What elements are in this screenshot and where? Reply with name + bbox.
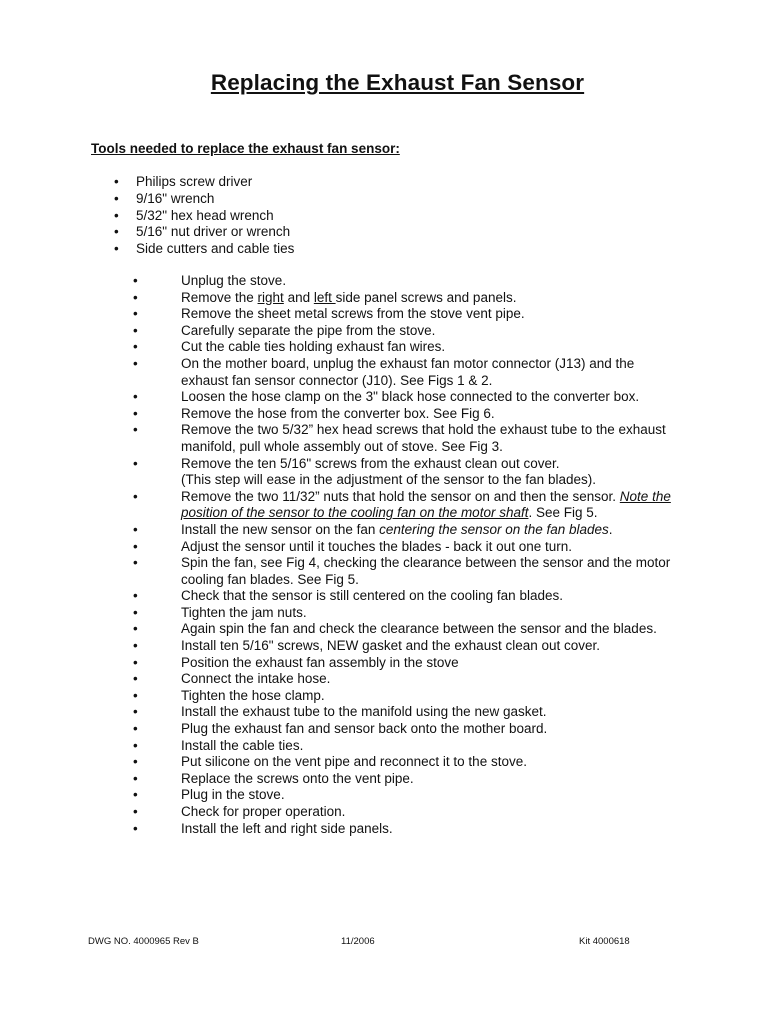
list-item xyxy=(0,671,671,688)
footer-kit-number: Kit 4000618 xyxy=(579,936,630,947)
list-item xyxy=(0,638,671,655)
step-text: Plug the exhaust fan and sensor back onto the mother board. xyxy=(181,721,548,737)
step-text: Remove the two 5/32” hex head screws that hold the exhaust tube to the exhaust xyxy=(181,422,666,438)
step-text: . See Fig 5. xyxy=(528,505,598,521)
step-text: (This step will ease in the adjustment of the sensor to the fan blades). xyxy=(181,472,596,488)
step-note: Note the xyxy=(619,488,671,504)
list-item xyxy=(0,489,671,522)
bullet-icon: • xyxy=(133,555,138,571)
bullet-icon: • xyxy=(114,241,119,257)
list-item xyxy=(0,754,671,771)
list-item xyxy=(0,323,671,340)
bullet-icon: • xyxy=(133,671,138,687)
list-item xyxy=(0,804,671,821)
step-emphasis: centering the sensor on the fan blades xyxy=(379,521,609,537)
bullet-icon: • xyxy=(133,604,138,620)
bullet-icon: • xyxy=(133,389,138,405)
list-item xyxy=(0,224,294,241)
step-text: exhaust fan sensor connector (J10). See Figs 1 & 2. xyxy=(181,372,493,388)
step-text-underlined: right xyxy=(257,289,284,305)
step-text: Install ten 5/16" screws, NEW gasket and the exhaust clean out cover. xyxy=(181,638,601,654)
step-text: Tighten the jam nuts. xyxy=(181,604,307,620)
list-item xyxy=(0,389,671,406)
list-item xyxy=(0,339,671,356)
list-item xyxy=(0,306,671,323)
bullet-icon: • xyxy=(133,455,138,471)
list-item xyxy=(0,821,671,838)
step-note: position of the sensor to the cooling fan on the motor shaft xyxy=(181,505,529,521)
step-text: . xyxy=(608,521,613,537)
bullet-icon: • xyxy=(133,521,138,537)
step-text: Loosen the hose clamp on the 3" black hose connected to the converter box. xyxy=(181,389,640,405)
tools-list xyxy=(0,174,294,258)
list-item xyxy=(0,605,671,622)
tool-text: 5/32" hex head wrench xyxy=(136,207,274,223)
bullet-icon: • xyxy=(133,588,138,604)
list-item xyxy=(0,771,671,788)
step-text: Plug in the stove. xyxy=(181,787,285,803)
step-text: Spin the fan, see Fig 4, checking the clearance between the sensor and the motor xyxy=(181,555,671,571)
step-text: Install the new sensor on the fan xyxy=(181,521,380,537)
bullet-icon: • xyxy=(114,224,119,240)
step-text: Remove the sheet metal screws from the stove vent pipe. xyxy=(181,306,525,322)
step-text: Install the cable ties. xyxy=(181,737,304,753)
step-text: Remove the hose from the converter box. See Fig 6. xyxy=(181,405,495,421)
list-item xyxy=(0,241,294,258)
list-item xyxy=(0,273,671,290)
step-text: Put silicone on the vent pipe and reconnect it to the stove. xyxy=(181,754,527,770)
bullet-icon: • xyxy=(133,273,138,288)
list-item xyxy=(0,555,671,588)
bullet-icon: • xyxy=(133,322,138,338)
list-item xyxy=(0,406,671,423)
list-item xyxy=(0,356,671,389)
step-text: Remove the xyxy=(181,289,258,305)
bullet-icon: • xyxy=(114,207,119,223)
bullet-icon: • xyxy=(133,820,138,836)
list-item xyxy=(0,174,294,191)
step-text: Position the exhaust fan assembly in the stove xyxy=(181,654,459,670)
steps-list xyxy=(0,273,671,837)
list-item xyxy=(0,588,671,605)
step-text: Remove the ten 5/16" screws from the exhaust clean out cover. xyxy=(181,455,560,471)
step-text: Connect the intake hose. xyxy=(181,671,331,687)
bullet-icon: • xyxy=(133,687,138,703)
bullet-icon: • xyxy=(133,804,138,819)
step-text: Check that the sensor is still centered on the cooling fan blades. xyxy=(181,588,563,604)
bullet-icon: • xyxy=(133,538,138,554)
tool-text: 9/16" wrench xyxy=(136,190,215,206)
step-text: side panel screws and panels. xyxy=(335,289,517,305)
step-text: Adjust the sensor until it touches the blades - back it out one turn. xyxy=(181,538,572,554)
bullet-icon: • xyxy=(133,704,138,720)
step-text: Cut the cable ties holding exhaust fan wires. xyxy=(181,339,446,355)
list-item xyxy=(0,522,671,539)
footer-drawing-number: DWG NO. 4000965 Rev B xyxy=(88,936,199,947)
list-item xyxy=(0,704,671,721)
step-text: cooling fan blades. See Fig 5. xyxy=(181,571,359,587)
bullet-icon: • xyxy=(133,654,138,670)
bullet-icon: • xyxy=(133,721,138,737)
bullet-icon: • xyxy=(133,754,138,770)
bullet-icon: • xyxy=(114,174,119,189)
list-item xyxy=(0,539,671,556)
list-item xyxy=(0,621,671,638)
step-text: Carefully separate the pipe from the stove. xyxy=(181,322,436,338)
tool-text: Side cutters and cable ties xyxy=(136,241,295,257)
tools-heading: Tools needed to replace the exhaust fan sensor: xyxy=(91,141,400,156)
list-item xyxy=(0,290,671,307)
step-text: Remove the two 11/32” nuts that hold the sensor on and then the sensor. xyxy=(181,488,620,504)
list-item xyxy=(0,738,671,755)
list-item xyxy=(0,787,671,804)
footer-date: 11/2006 xyxy=(341,936,375,947)
bullet-icon: • xyxy=(133,488,138,504)
bullet-icon: • xyxy=(133,289,138,305)
step-text: Check for proper operation. xyxy=(181,804,346,819)
tool-text: Philips screw driver xyxy=(136,174,253,189)
bullet-icon: • xyxy=(133,638,138,654)
bullet-icon: • xyxy=(133,770,138,786)
bullet-icon: • xyxy=(133,355,138,371)
step-text: Replace the screws onto the vent pipe. xyxy=(181,770,414,786)
bullet-icon: • xyxy=(133,787,138,803)
bullet-icon: • xyxy=(133,737,138,753)
step-text: manifold, pull whole assembly out of stove. See Fig 3. xyxy=(181,438,503,454)
step-text: Tighten the hose clamp. xyxy=(181,687,325,703)
bullet-icon: • xyxy=(133,405,138,421)
bullet-icon: • xyxy=(133,422,138,438)
list-item xyxy=(0,191,294,208)
step-text: Unplug the stove. xyxy=(181,273,287,288)
bullet-icon: • xyxy=(133,621,138,637)
step-text: Again spin the fan and check the clearance between the sensor and the blades. xyxy=(181,621,657,637)
step-text-underlined: left xyxy=(313,289,336,305)
bullet-icon: • xyxy=(133,339,138,355)
list-item xyxy=(0,721,671,738)
list-item xyxy=(0,655,671,672)
bullet-icon: • xyxy=(133,306,138,322)
list-item xyxy=(0,688,671,705)
step-text: and xyxy=(283,289,314,305)
step-text: Install the exhaust tube to the manifold using the new gasket. xyxy=(181,704,547,720)
list-item xyxy=(0,422,671,455)
bullet-icon: • xyxy=(114,190,119,206)
page-title: Replacing the Exhaust Fan Sensor xyxy=(210,70,585,95)
step-text: Install the left and right side panels. xyxy=(181,820,393,836)
step-text: On the mother board, unplug the exhaust fan motor connector (J13) and the xyxy=(181,355,635,371)
list-item xyxy=(0,456,671,489)
list-item xyxy=(0,208,294,225)
tool-text: 5/16" nut driver or wrench xyxy=(136,224,291,240)
